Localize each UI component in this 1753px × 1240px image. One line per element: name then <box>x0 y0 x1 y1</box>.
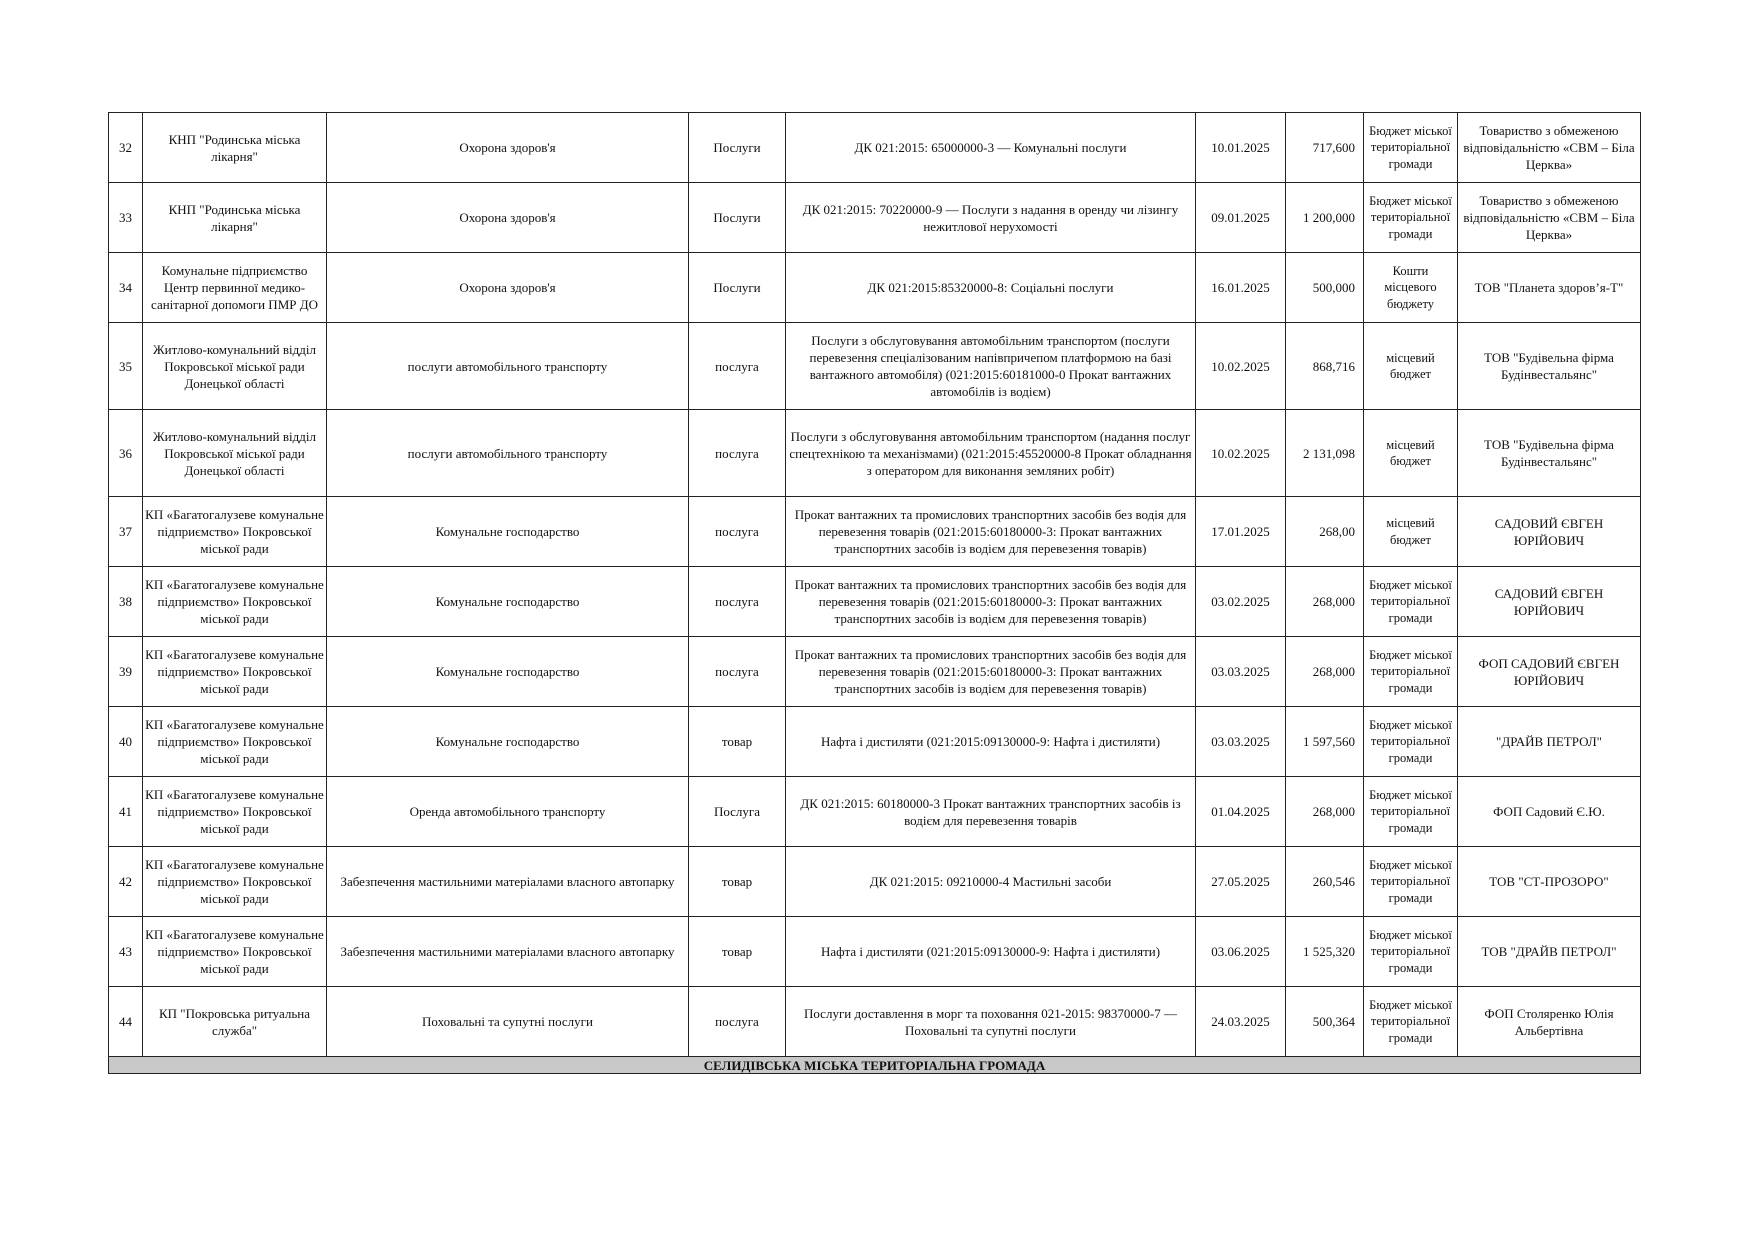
activity-field: послуги автомобільного транспорту <box>327 410 689 497</box>
supplier-name: Товариство з обмеженою відповідальністю «СВМ – Біла Церква» <box>1458 183 1641 253</box>
procurement-type: послуга <box>689 410 786 497</box>
procurement-subject: ДК 021:2015: 70220000-9 — Послуги з надання в оренду чи лізингу нежитлової нерухомості <box>786 183 1196 253</box>
row-number: 35 <box>109 323 143 410</box>
contract-amount: 2 131,098 <box>1286 410 1364 497</box>
procurement-type: послуга <box>689 567 786 637</box>
contract-date: 24.03.2025 <box>1196 987 1286 1057</box>
table-row <box>109 847 1641 917</box>
contract-date: 03.03.2025 <box>1196 637 1286 707</box>
row-number: 43 <box>109 917 143 987</box>
funding-source: Бюджет міської територіальної громади <box>1364 183 1458 253</box>
procurement-subject: ДК 021:2015: 60180000-3 Прокат вантажних транспортних засобів із водієм для перевезення товарів <box>786 777 1196 847</box>
funding-source: Бюджет міської територіальної громади <box>1364 987 1458 1057</box>
procurement-subject: Прокат вантажних та промислових транспортних засобів без водія для перевезення товарів (021:2015:60180000-3: Прокат вантажних транспортних засобів із водієм для перевезення товарів) <box>786 497 1196 567</box>
activity-field: Охорона здоров'я <box>327 183 689 253</box>
supplier-name: ФОП Столяренко Юлія Альбертівна <box>1458 987 1641 1057</box>
activity-field: Комунальне господарство <box>327 637 689 707</box>
section-title: СЕЛИДІВСЬКА МІСЬКА ТЕРИТОРІАЛЬНА ГРОМАДА <box>109 1057 1641 1074</box>
procurement-subject: ДК 021:2015:85320000-8: Соціальні послуги <box>786 253 1196 323</box>
activity-field: Комунальне господарство <box>327 497 689 567</box>
table-row <box>109 497 1641 567</box>
supplier-name: ТОВ "Планета здоров’я-Т" <box>1458 253 1641 323</box>
procurement-type: послуга <box>689 987 786 1057</box>
contract-date: 03.06.2025 <box>1196 917 1286 987</box>
supplier-name: ТОВ "Будівельна фірма Будінвестальянс" <box>1458 323 1641 410</box>
organization-name: Житлово-комунальний відділ Покровської міської ради Донецької області <box>143 323 327 410</box>
organization-name: КНП "Родинська міська лікарня" <box>143 113 327 183</box>
organization-name: КП «Багатогалузеве комунальне підприємство» Покровської міської ради <box>143 917 327 987</box>
organization-name: КП «Багатогалузеве комунальне підприємство» Покровської міської ради <box>143 497 327 567</box>
procurement-subject: ДК 021:2015: 65000000-3 — Комунальні послуги <box>786 113 1196 183</box>
contract-date: 09.01.2025 <box>1196 183 1286 253</box>
organization-name: Житлово-комунальний відділ Покровської міської ради Донецької області <box>143 410 327 497</box>
contract-date: 10.02.2025 <box>1196 410 1286 497</box>
funding-source: Бюджет міської територіальної громади <box>1364 113 1458 183</box>
row-number: 33 <box>109 183 143 253</box>
organization-name: КП «Багатогалузеве комунальне підприємство» Покровської міської ради <box>143 777 327 847</box>
procurement-type: товар <box>689 917 786 987</box>
row-number: 39 <box>109 637 143 707</box>
contract-amount: 1 200,000 <box>1286 183 1364 253</box>
section-header-row <box>109 1057 1641 1074</box>
procurement-subject: Послуги з обслуговування автомобільним транспортом (надання послуг спецтехнікою та механізмами) (021:2015:45520000-8 Прокат обладнання з оператором для виконання земляних робіт) <box>786 410 1196 497</box>
row-number: 36 <box>109 410 143 497</box>
table-row <box>109 987 1641 1057</box>
procurement-type: послуга <box>689 323 786 410</box>
supplier-name: ФОП САДОВИЙ ЄВГЕН ЮРІЙОВИЧ <box>1458 637 1641 707</box>
supplier-name: "ДРАЙВ ПЕТРОЛ" <box>1458 707 1641 777</box>
procurement-type: Послуги <box>689 183 786 253</box>
organization-name: КНП "Родинська міська лікарня" <box>143 183 327 253</box>
supplier-name: ТОВ "ДРАЙВ ПЕТРОЛ" <box>1458 917 1641 987</box>
activity-field: Охорона здоров'я <box>327 113 689 183</box>
activity-field: Оренда автомобільного транспорту <box>327 777 689 847</box>
contract-amount: 717,600 <box>1286 113 1364 183</box>
row-number: 37 <box>109 497 143 567</box>
funding-source: Бюджет міської територіальної громади <box>1364 707 1458 777</box>
contract-amount: 268,000 <box>1286 637 1364 707</box>
table-body <box>109 113 1641 1074</box>
supplier-name: САДОВИЙ ЄВГЕН ЮРІЙОВИЧ <box>1458 567 1641 637</box>
procurement-table <box>108 112 1641 1074</box>
procurement-type: Послуги <box>689 253 786 323</box>
contract-date: 03.03.2025 <box>1196 707 1286 777</box>
funding-source: Бюджет міської територіальної громади <box>1364 567 1458 637</box>
procurement-subject: ДК 021:2015: 09210000-4 Мастильні засоби <box>786 847 1196 917</box>
procurement-subject: Послуги доставлення в морг та поховання 021-2015: 98370000-7 — Поховальні та супутні послуги <box>786 987 1196 1057</box>
procurement-type: Послуги <box>689 113 786 183</box>
table-row <box>109 410 1641 497</box>
supplier-name: ТОВ "СТ-ПРОЗОРО" <box>1458 847 1641 917</box>
procurement-type: товар <box>689 707 786 777</box>
organization-name: КП «Багатогалузеве комунальне підприємство» Покровської міської ради <box>143 707 327 777</box>
table-row <box>109 567 1641 637</box>
activity-field: Забезпечення мастильними матеріалами власного автопарку <box>327 917 689 987</box>
contract-date: 16.01.2025 <box>1196 253 1286 323</box>
contract-date: 10.01.2025 <box>1196 113 1286 183</box>
row-number: 44 <box>109 987 143 1057</box>
row-number: 40 <box>109 707 143 777</box>
procurement-type: товар <box>689 847 786 917</box>
row-number: 41 <box>109 777 143 847</box>
row-number: 32 <box>109 113 143 183</box>
activity-field: Поховальні та супутні послуги <box>327 987 689 1057</box>
funding-source: місцевий бюджет <box>1364 323 1458 410</box>
table-row <box>109 637 1641 707</box>
contract-date: 17.01.2025 <box>1196 497 1286 567</box>
supplier-name: ФОП Садовий Є.Ю. <box>1458 777 1641 847</box>
organization-name: КП «Багатогалузеве комунальне підприємство» Покровської міської ради <box>143 847 327 917</box>
contract-amount: 500,364 <box>1286 987 1364 1057</box>
funding-source: місцевий бюджет <box>1364 497 1458 567</box>
contract-date: 27.05.2025 <box>1196 847 1286 917</box>
table-row <box>109 917 1641 987</box>
funding-source: Бюджет міської територіальної громади <box>1364 917 1458 987</box>
funding-source: Бюджет міської територіальної громади <box>1364 777 1458 847</box>
procurement-subject: Нафта і дистиляти (021:2015:09130000-9: Нафта і дистиляти) <box>786 917 1196 987</box>
contract-date: 01.04.2025 <box>1196 777 1286 847</box>
contract-amount: 260,546 <box>1286 847 1364 917</box>
procurement-type: послуга <box>689 637 786 707</box>
table-row <box>109 113 1641 183</box>
organization-name: КП «Багатогалузеве комунальне підприємство» Покровської міської ради <box>143 567 327 637</box>
organization-name: Комунальне підприємство Центр первинної медико-санітарної допомоги ПМР ДО <box>143 253 327 323</box>
row-number: 34 <box>109 253 143 323</box>
contract-amount: 268,000 <box>1286 567 1364 637</box>
organization-name: КП «Багатогалузеве комунальне підприємство» Покровської міської ради <box>143 637 327 707</box>
funding-source: місцевий бюджет <box>1364 410 1458 497</box>
activity-field: послуги автомобільного транспорту <box>327 323 689 410</box>
procurement-type: Послуга <box>689 777 786 847</box>
contract-amount: 268,000 <box>1286 777 1364 847</box>
table-row <box>109 707 1641 777</box>
activity-field: Комунальне господарство <box>327 567 689 637</box>
activity-field: Комунальне господарство <box>327 707 689 777</box>
table-row <box>109 253 1641 323</box>
procurement-type: послуга <box>689 497 786 567</box>
funding-source: Кошти місцевого бюджету <box>1364 253 1458 323</box>
table-row <box>109 323 1641 410</box>
procurement-subject: Послуги з обслуговування автомобільним транспортом (послуги перевезення спеціалізованим напівпричепом платформою на базі вантажного автомобіля) (021:2015:60181000-0 Прокат вантажних автомобілів із водієм) <box>786 323 1196 410</box>
contract-date: 10.02.2025 <box>1196 323 1286 410</box>
contract-date: 03.02.2025 <box>1196 567 1286 637</box>
contract-amount: 1 525,320 <box>1286 917 1364 987</box>
supplier-name: САДОВИЙ ЄВГЕН ЮРІЙОВИЧ <box>1458 497 1641 567</box>
table-row <box>109 183 1641 253</box>
procurement-subject: Прокат вантажних та промислових транспортних засобів без водія для перевезення товарів (021:2015:60180000-3: Прокат вантажних транспортних засобів із водієм для перевезення товарів) <box>786 637 1196 707</box>
contract-amount: 268,00 <box>1286 497 1364 567</box>
row-number: 38 <box>109 567 143 637</box>
supplier-name: ТОВ "Будівельна фірма Будінвестальянс" <box>1458 410 1641 497</box>
organization-name: КП "Покровська ритуальна служба" <box>143 987 327 1057</box>
table-row <box>109 777 1641 847</box>
funding-source: Бюджет міської територіальної громади <box>1364 637 1458 707</box>
supplier-name: Товариство з обмеженою відповідальністю «СВМ – Біла Церква» <box>1458 113 1641 183</box>
procurement-subject: Нафта і дистиляти (021:2015:09130000-9: Нафта і дистиляти) <box>786 707 1196 777</box>
activity-field: Забезпечення мастильними матеріалами власного автопарку <box>327 847 689 917</box>
contract-amount: 1 597,560 <box>1286 707 1364 777</box>
contract-amount: 500,000 <box>1286 253 1364 323</box>
contract-amount: 868,716 <box>1286 323 1364 410</box>
funding-source: Бюджет міської територіальної громади <box>1364 847 1458 917</box>
activity-field: Охорона здоров'я <box>327 253 689 323</box>
row-number: 42 <box>109 847 143 917</box>
procurement-subject: Прокат вантажних та промислових транспортних засобів без водія для перевезення товарів (021:2015:60180000-3: Прокат вантажних транспортних засобів із водієм для перевезення товарів) <box>786 567 1196 637</box>
